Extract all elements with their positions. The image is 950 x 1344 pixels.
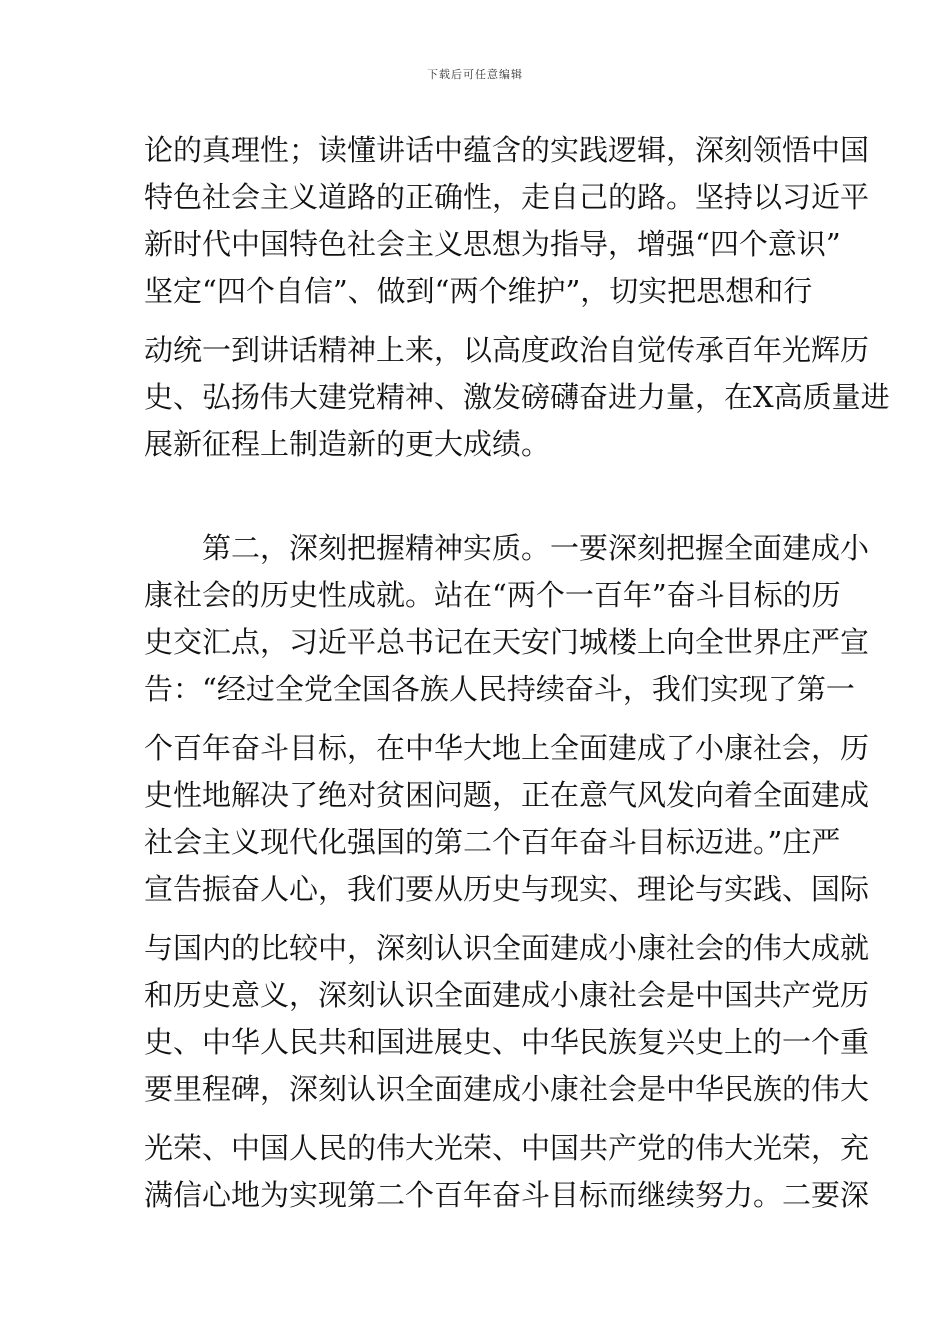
paragraph-line: 满信心地为实现第二个百年奋斗目标而继续努力。二要深	[144, 1178, 870, 1212]
paragraph-line: 特色社会主义道路的正确性，走自己的路。坚持以习近平	[144, 180, 870, 214]
paragraph-line: 史、中华人民共和国进展史、中华民族复兴史上的一个重	[144, 1025, 870, 1059]
paragraph-line: 社会主义现代化强国的第二个百年奋斗目标迈进。”庄严	[144, 825, 841, 859]
paragraph-line: 要里程碑，深刻认识全面建成小康社会是中华民族的伟大	[144, 1072, 870, 1106]
paragraph-line: 宣告振奋人心，我们要从历史与现实、理论与实践、国际	[144, 872, 870, 906]
paragraph-line: 坚定“四个自信”、做到“两个维护”，切实把思想和行	[144, 274, 813, 308]
paragraph-line: 和历史意义，深刻认识全面建成小康社会是中国共产党历	[144, 978, 870, 1012]
paragraph-line: 史性地解决了绝对贫困问题，正在意气风发向着全面建成	[144, 778, 870, 812]
paragraph-line: 与国内的比较中，深刻认识全面建成小康社会的伟大成就	[144, 931, 870, 965]
paragraph-line: 论的真理性；读懂讲话中蕴含的实践逻辑，深刻领悟中国	[144, 133, 870, 167]
paragraph-line: 史、弘扬伟大建党精神、激发磅礴奋进力量，在X高质量进	[144, 380, 890, 414]
paragraph-line: 康社会的历史性成就。站在“两个一百年”奋斗目标的历	[144, 578, 841, 612]
paragraph-line: 新时代中国特色社会主义思想为指导，增强“四个意识”	[144, 227, 841, 261]
paragraph-line: 告：“经过全党全国各族人民持续奋斗，我们实现了第一	[144, 672, 855, 706]
paragraph-line: 个百年奋斗目标，在中华大地上全面建成了小康社会，历	[144, 731, 870, 765]
paragraph-line: 光荣、中国人民的伟大光荣、中国共产党的伟大光荣，充	[144, 1131, 870, 1165]
paragraph-line: 展新征程上制造新的更大成绩。	[144, 427, 551, 461]
paragraph-line: 动统一到讲话精神上来，以高度政治自觉传承百年光辉历	[144, 333, 870, 367]
paragraph-line: 史交汇点，习近平总书记在天安门城楼上向全世界庄严宣	[144, 625, 870, 659]
paragraph-line: 第二，深刻把握精神实质。一要深刻把握全面建成小	[202, 531, 870, 565]
page-header-note: 下载后可任意编辑	[427, 68, 523, 81]
